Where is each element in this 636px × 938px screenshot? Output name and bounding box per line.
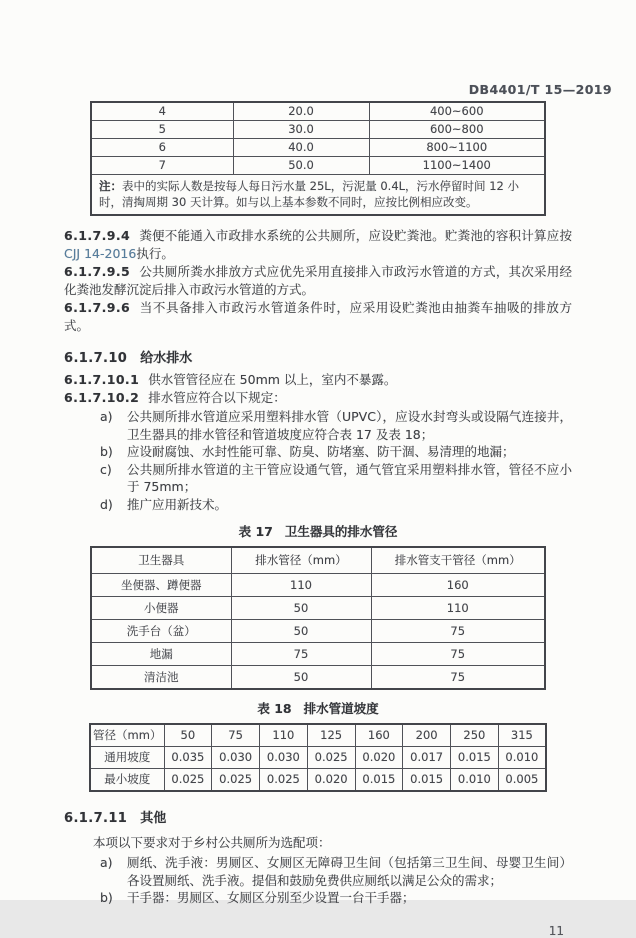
clause-6-1-7-9-4 <box>64 227 572 263</box>
table-cell: 1100~1400 <box>369 157 545 175</box>
caption-label: 表 18 <box>257 701 292 716</box>
table-note <box>91 175 545 216</box>
table-cell: 0.005 <box>498 769 546 792</box>
table-cell: 0.017 <box>403 747 451 769</box>
table-cell: 800~1100 <box>369 139 545 157</box>
table-cell: 0.025 <box>212 769 260 792</box>
list-marker: b) <box>100 444 113 459</box>
table-cell: 110 <box>231 574 371 597</box>
list-text: 干手器：男厕区、女厕区分别至少设置一台干手器； <box>127 890 415 905</box>
list-item <box>64 854 572 889</box>
table-18-caption <box>64 699 572 717</box>
septic-capacity-table <box>90 101 546 216</box>
list-marker: d) <box>100 496 113 512</box>
table-cell: 315 <box>498 724 546 747</box>
table-cell: 最小坡度 <box>90 769 164 792</box>
table-cell: 160 <box>371 574 545 597</box>
clause-10-2-list <box>64 408 572 513</box>
table-cell: 125 <box>307 724 355 747</box>
standard-reference: CJJ 14-2016 <box>64 246 137 261</box>
table-note-row <box>91 175 545 216</box>
table-cell: 75 <box>371 643 545 666</box>
caption-label: 表 17 <box>238 524 273 539</box>
table-cell: 30.0 <box>233 121 369 139</box>
clause-text: 当不具备排入市政污水管道条件时，应采用设贮粪池由抽粪车抽吸的排放方式。 <box>64 300 572 333</box>
heading-6-1-7-10 <box>64 347 572 366</box>
note-prefix: 注： <box>99 179 122 193</box>
table-cell: 20.0 <box>233 102 369 121</box>
table-cell: 0.015 <box>451 747 499 769</box>
table-cell: 50 <box>231 597 371 620</box>
table-row <box>91 643 545 666</box>
standard-number: DB4401/T 15—2019 <box>468 82 612 97</box>
table-cell: 0.010 <box>498 747 546 769</box>
table-cell: 50 <box>231 666 371 690</box>
table-cell: 50 <box>231 620 371 643</box>
table-cell: 0.015 <box>355 769 403 792</box>
clause-11-intro: 本项以下要求对于乡村公共厕所为选配项： <box>93 835 331 850</box>
table-row <box>90 747 546 769</box>
list-marker: a) <box>100 855 113 870</box>
table-header-row <box>91 547 545 574</box>
list-marker: a) <box>100 409 113 424</box>
list-item <box>64 461 572 496</box>
table-cell: 0.035 <box>164 747 212 769</box>
heading-title: 给水排水 <box>140 351 193 366</box>
table-cell: 50 <box>164 724 212 747</box>
table-cell: 110 <box>371 597 545 620</box>
table-row <box>91 102 545 121</box>
table-cell: 200 <box>403 724 451 747</box>
table-cell: 管径（mm） <box>90 724 164 747</box>
clause-number: 6.1.7.9.4 <box>64 228 131 243</box>
table-row <box>91 157 545 175</box>
table-cell: 0.015 <box>403 769 451 792</box>
list-item <box>64 889 572 907</box>
clause-number: 6.1.7.10.1 <box>64 372 140 387</box>
table-cell: 250 <box>451 724 499 747</box>
clause-text: 公共厕所粪水排放方式应优先采用直接排入市政污水管道的方式，其次采用经化粪池发酵沉淀后排入市政污水管道的方式。 <box>64 264 572 297</box>
table-row <box>90 769 546 792</box>
table-18 <box>89 723 547 792</box>
clause-text: 供水管管径应在 50mm 以上，室内不暴露。 <box>148 372 397 387</box>
table-cell: 0.020 <box>307 769 355 792</box>
list-text: 厕纸、洗手液：男厕区、女厕区无障碍卫生间（包括第三卫生间、母婴卫生间）各设置厕纸、洗手液。提倡和鼓励免费供应厕纸以满足公众的需求； <box>127 855 572 888</box>
table-header-row <box>90 724 546 747</box>
list-item <box>64 443 572 461</box>
heading-6-1-7-11 <box>64 807 572 826</box>
table-cell: 通用坡度 <box>90 747 164 769</box>
table-row <box>91 121 545 139</box>
list-text: 公共厕所排水管道的主干管应设通气管，通气管宜采用塑料排水管，管径不应小于 75mm； <box>127 461 572 494</box>
caption-title: 排水管道坡度 <box>303 701 379 716</box>
column-header: 排水管径（mm） <box>231 547 371 574</box>
table-cell: 40.0 <box>233 139 369 157</box>
clause-text: 粪便不能通入市政排水系统的公共厕所，应设贮粪池。贮粪池的容积计算应按 <box>139 228 572 243</box>
clause-11-list <box>64 854 572 907</box>
list-text: 推广应用新技术。 <box>127 496 228 512</box>
table-row <box>91 620 545 643</box>
table-cell: 160 <box>355 724 403 747</box>
table-cell: 6 <box>91 139 233 157</box>
table-cell: 75 <box>231 643 371 666</box>
table-cell: 75 <box>371 620 545 643</box>
table-17 <box>90 546 546 690</box>
clause-6-1-7-9-6 <box>64 299 572 335</box>
table-cell: 清洁池 <box>91 666 231 690</box>
table-cell: 0.030 <box>212 747 260 769</box>
list-text: 公共厕所排水管道应采用塑料排水管（UPVC），应设水封弯头或设隔气连接井，卫生器具的排水管径和管道坡度应符合表 17 及表 18； <box>127 409 572 442</box>
caption-title: 卫生器具的排水管径 <box>284 524 398 539</box>
table-cell: 5 <box>91 121 233 139</box>
table-cell: 110 <box>260 724 308 747</box>
table-cell: 0.030 <box>260 747 308 769</box>
table-row <box>91 574 545 597</box>
table-cell: 0.025 <box>260 769 308 792</box>
clause-number: 6.1.7.9.5 <box>64 264 131 279</box>
table-17-caption <box>64 522 572 540</box>
table-cell: 75 <box>212 724 260 747</box>
list-marker: c) <box>100 461 112 477</box>
table-cell: 4 <box>91 102 233 121</box>
heading-number: 6.1.7.10 <box>64 351 128 366</box>
table-cell: 0.025 <box>164 769 212 792</box>
table-cell: 0.025 <box>307 747 355 769</box>
page-number: 11 <box>548 923 564 938</box>
clause-text: 执行。 <box>136 246 174 261</box>
note-text: 表中的实际人数是按每人每日污水量 25L，污泥量 0.4L，污水停留时间 12 小时，清掏周期 30 天计算。如与以上基本参数不同时，应按比例相应改变。 <box>99 179 519 209</box>
table-row <box>91 597 545 620</box>
list-text: 应设耐腐蚀、水封性能可靠、防臭、防堵塞、防干涸、易清理的地漏； <box>127 444 515 459</box>
table-cell: 地漏 <box>91 643 231 666</box>
clause-6-1-7-9-5 <box>64 263 572 299</box>
list-item <box>64 408 572 443</box>
table-cell: 小便器 <box>91 597 231 620</box>
clause-number: 6.1.7.9.6 <box>64 300 131 315</box>
table-cell: 600~800 <box>369 121 545 139</box>
table-cell: 坐便器、蹲便器 <box>91 574 231 597</box>
table-cell: 洗手台（盆） <box>91 620 231 643</box>
table-cell: 0.010 <box>451 769 499 792</box>
heading-title: 其他 <box>140 811 167 826</box>
clause-6-1-7-10-1 <box>64 371 572 389</box>
column-header: 卫生器具 <box>91 547 231 574</box>
table-cell: 7 <box>91 157 233 175</box>
heading-number: 6.1.7.11 <box>64 811 128 826</box>
table-cell: 50.0 <box>233 157 369 175</box>
column-header: 排水管支干管径（mm） <box>371 547 545 574</box>
table-row <box>91 139 545 157</box>
table-cell: 400~600 <box>369 102 545 121</box>
list-item <box>64 496 572 514</box>
clause-number: 6.1.7.10.2 <box>64 390 140 405</box>
clause-6-1-7-10-2 <box>64 389 572 407</box>
clause-text: 排水管应符合以下规定： <box>148 390 286 405</box>
list-marker: b) <box>100 890 113 905</box>
table-row <box>91 666 545 690</box>
table-cell: 75 <box>371 666 545 690</box>
table-cell: 0.020 <box>355 747 403 769</box>
